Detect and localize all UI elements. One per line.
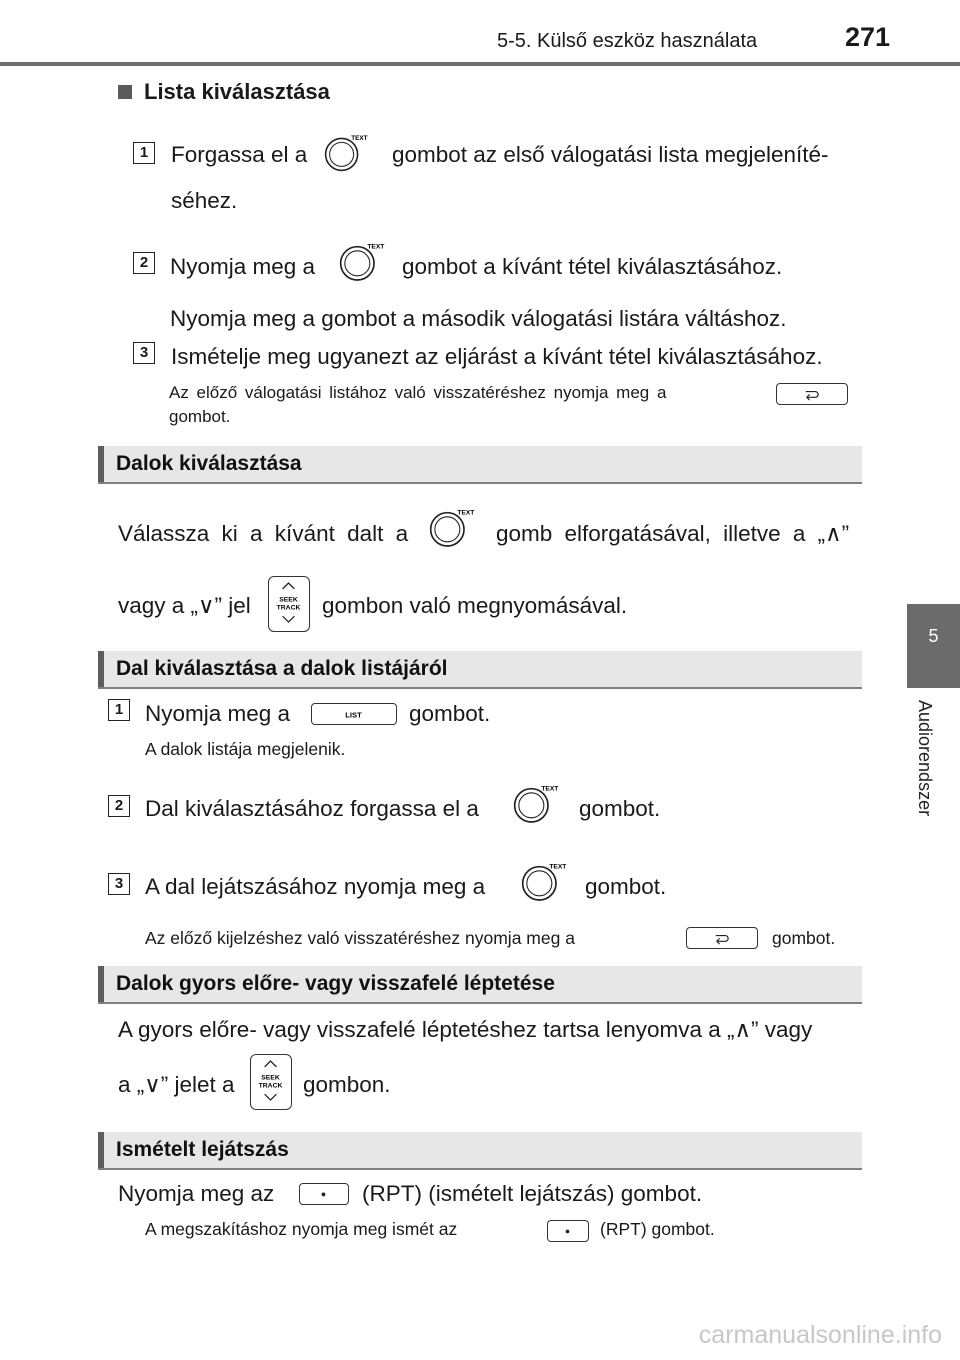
svg-text:TEXT: TEXT [351,135,368,142]
svg-text:TEXT: TEXT [541,785,559,793]
section-bar-edge [98,966,104,1002]
tune-knob-icon [516,860,576,915]
songs-line1-before: Válassza ki a kívánt dalt a [118,521,409,546]
fast-line2-after: gombon. [303,1072,391,1097]
chapter-label-container [913,700,935,840]
svg-text:SEEK: SEEK [261,1074,280,1082]
svg-text:SEEK: SEEK [279,596,298,604]
from-list-step1-note: A dalok listája megjelenik. [145,739,346,759]
step2-text-cont: Nyomja meg a gombot a második válogatási listára váltáshoz. [170,306,787,331]
seek-track-button-icon [268,576,310,632]
svg-text:TRACK: TRACK [258,1082,283,1090]
step-number: 3 [108,873,130,895]
chapter-label: Audiorendszer [915,700,935,817]
seek-track-button-icon [250,1054,292,1110]
section-bar-edge [98,651,104,687]
section-bar-fast [98,966,862,1004]
step1-text-before: Forgassa el a [171,142,308,167]
header-section-title: 5-5. Külső eszköz használata [497,30,758,52]
list-button-icon [311,703,397,725]
songs-line2-before: vagy a „∨” jel [118,593,251,618]
tune-knob-icon [324,132,372,185]
svg-text:TRACK: TRACK [276,604,301,612]
heading-square-icon [118,85,132,99]
back-button-icon [776,383,848,405]
from-list-step3-after: gombot. [585,874,667,899]
section-bar-repeat [98,1132,862,1170]
section-bar-songs [98,446,862,484]
section-bar-from-list [98,651,862,689]
section-title: Ismételt lejátszás [116,1138,289,1161]
step1-text-after: gombot az első válogatási lista megjeleníté- [392,142,829,167]
section-title: Dalok kiválasztása [116,452,302,475]
repeat-note-after: (RPT) gombot. [600,1219,715,1239]
svg-text:TEXT: TEXT [549,863,567,871]
step-number: 2 [133,252,155,274]
step-number: 1 [108,699,130,721]
page-number: 271 [845,22,891,52]
repeat-note-before: A megszakításhoz nyomja meg ismét az [145,1219,458,1239]
svg-text:TEXT: TEXT [367,243,385,251]
rpt-button-icon [299,1183,349,1205]
repeat-line-after: (RPT) (ismételt lejátszás) gombot. [362,1181,703,1206]
fast-line2-before: a „∨” jelet a [118,1072,235,1097]
from-list-step1-before: Nyomja meg a [145,701,291,726]
from-list-step1-after: gombot. [409,701,491,726]
svg-text:TEXT: TEXT [457,509,475,517]
from-list-step2-before: Dal kiválasztásához forgassa el a [145,796,479,821]
list-select-heading: Lista kiválasztása [144,79,330,104]
step2-text-before: Nyomja meg a [170,254,316,279]
step1-text-cont: séhez. [171,188,238,213]
section-title: Dal kiválasztása a dalok listájáról [116,657,448,680]
step-number: 1 [133,142,155,164]
step-number: 2 [108,795,130,817]
from-list-step3-before: A dal lejátszásához nyomja meg a [145,874,486,899]
header-rule [0,62,960,66]
tune-knob-icon [334,240,394,295]
svg-text:LIST: LIST [345,710,362,720]
tune-knob-icon [424,506,484,561]
step-number: 3 [133,342,155,364]
list-note-line2: gombot. [169,407,231,426]
section-title: Dalok gyors előre- vagy visszafelé léptetése [116,972,555,995]
songs-line2-after: gombon való megnyomásával. [322,593,628,618]
songs-line1-after: gomb elforgatásával, illetve a „∧” [496,521,850,546]
from-list-note-before: Az előző kijelzéshez való visszatéréshez nyomja meg a [145,928,575,948]
step3-text: Ismételje meg ugyanezt az eljárást a kívánt tétel kiválasztásához. [171,344,823,369]
repeat-line-before: Nyomja meg az [118,1181,275,1206]
list-note-line1: Az előző válogatási listához való visszatéréshez nyomja meg a [169,383,667,402]
step2-text-after: gombot a kívánt tétel kiválasztásához. [402,254,783,279]
from-list-step2-after: gombot. [579,796,661,821]
fast-line1: A gyors előre- vagy visszafelé léptetéshez tartsa lenyomva a „∧” vagy [118,1017,813,1042]
section-bar-edge [98,446,104,482]
back-button-icon [686,927,758,949]
from-list-note-after: gombot. [772,928,836,948]
watermark: carmanualsonline.info [698,1321,942,1349]
chapter-number: 5 [928,626,939,646]
tune-knob-icon [508,782,568,837]
rpt-button-icon [547,1220,589,1242]
section-bar-edge [98,1132,104,1168]
